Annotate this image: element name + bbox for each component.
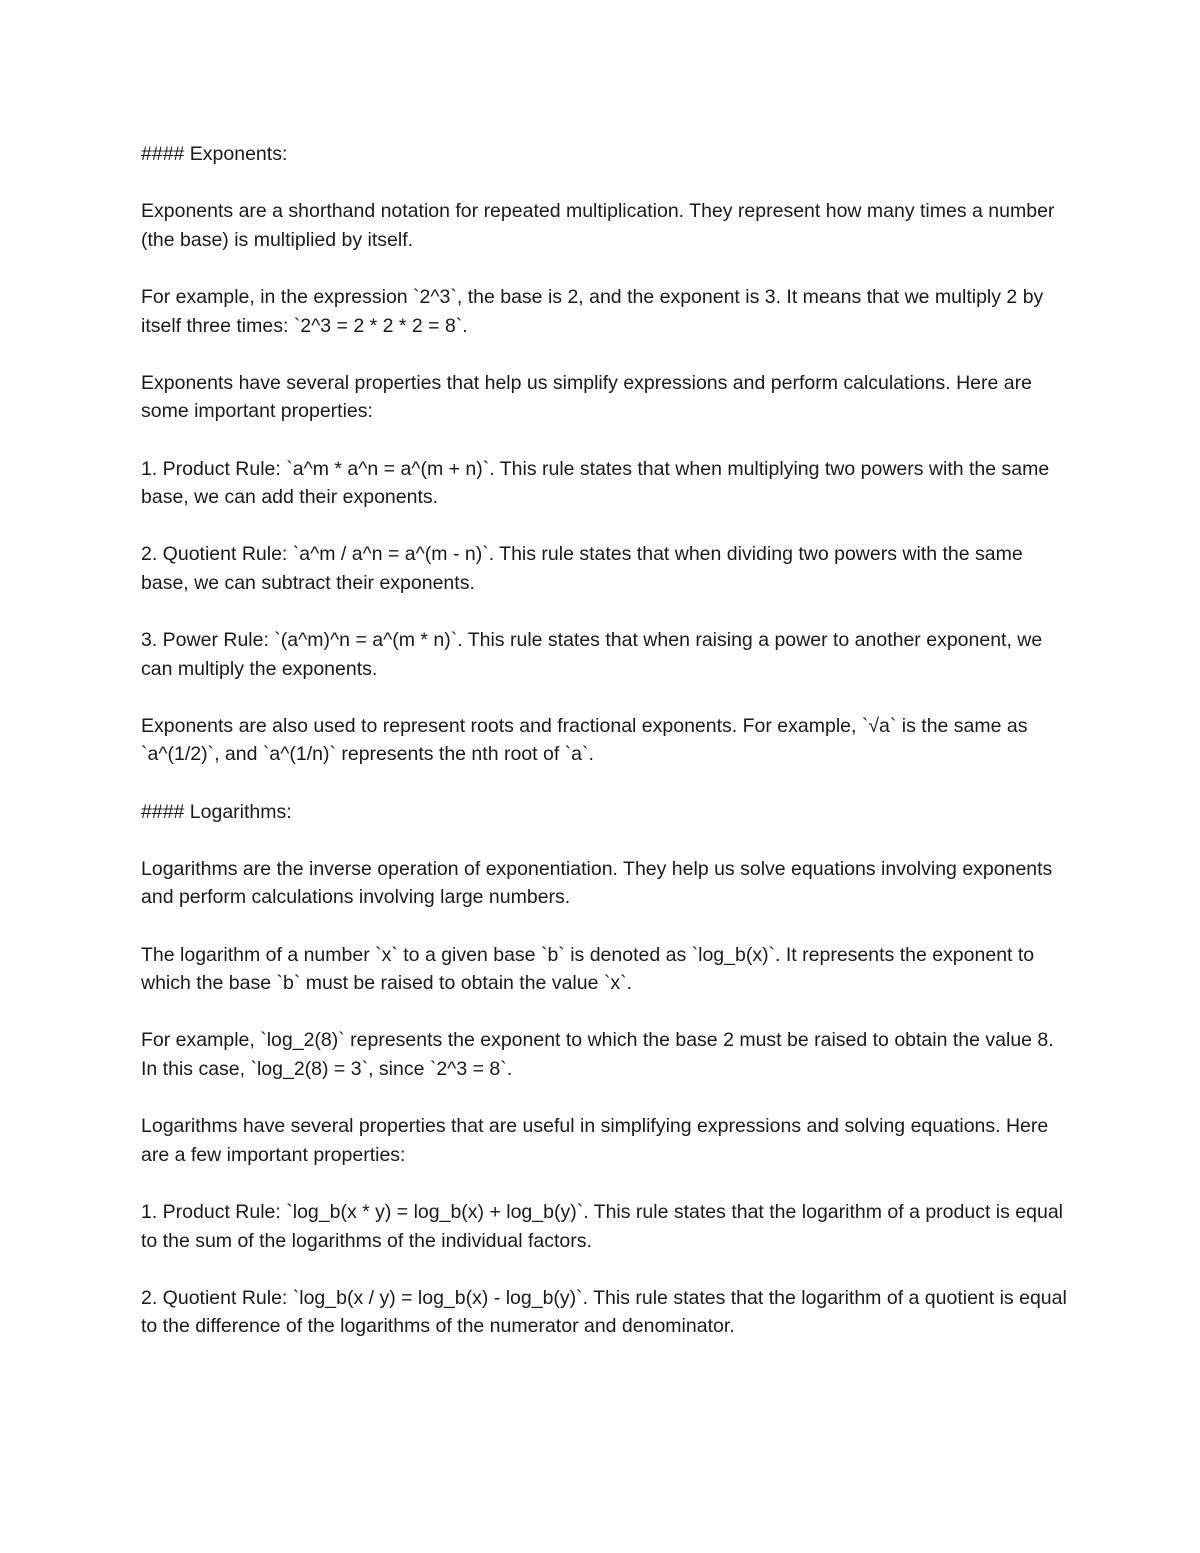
paragraph-exponents-properties-intro: Exponents have several properties that help us simplify expressions and perform calculations. Here are some important properties:	[141, 371, 1038, 423]
heading-logarithms: #### Logarithms:	[141, 800, 292, 823]
paragraph-logarithm-product-rule: 1. Product Rule: `log_b(x * y) = log_b(x) + log_b(y)`. This rule states that the logarithm of a product is equal to the sum of the logarithms of the individual factors.	[141, 1200, 1069, 1252]
paragraph-exponents-example: For example, in the expression `2^3`, the base is 2, and the exponent is 3. It means that we multiply 2 by itself three times: `2^3 = 2 * 2 * 2 = 8`.	[141, 285, 1049, 337]
paragraph-exponents-definition: Exponents are a shorthand notation for repeated multiplication. They represent how many times a number (the base) is multiplied by itself.	[141, 200, 1060, 251]
paragraph-logarithm-quotient-rule: 2. Quotient Rule: `log_b(x / y) = log_b(x) - log_b(y)`. This rule states that the logarithm of a quotient is equal to the difference of the logarithms of the numerator and denominator.	[141, 1286, 1073, 1338]
paragraph-logarithm-example: For example, `log_2(8)` represents the exponent to which the base 2 must be raised to obtain the value 8. In this case, `log_2(8) = 3`, since `2^3 = 8`.	[141, 1029, 1060, 1080]
paragraph-logarithms-definition: Logarithms are the inverse operation of exponentiation. They help us solve equations involving exponents and perform calculations involving large numbers.	[141, 857, 1058, 909]
document-body	[141, 140, 1071, 1341]
heading-exponents: #### Exponents:	[141, 143, 288, 165]
paragraph-exponent-quotient-rule: 2. Quotient Rule: `a^m / a^n = a^(m - n)`. This rule states that when dividing two powers with the same base, we can subtract their exponents.	[141, 543, 1029, 594]
paragraph-logarithm-notation: The logarithm of a number `x` to a given base `b` is denoted as `log_b(x)`. It represents the exponent to which the base `b` must be raised to obtain the value `x`.	[141, 943, 1040, 995]
paragraph-exponent-power-rule: 3. Power Rule: `(a^m)^n = a^(m * n)`. This rule states that when raising a power to another exponent, we can multiply the exponents.	[141, 629, 1048, 680]
paragraph-exponents-roots: Exponents are also used to represent roots and fractional exponents. For example, `√a` is the same as `a^(1/2)`, and `a^(1/n)` represents the nth root of `a`.	[141, 714, 1033, 766]
paragraph-exponent-product-rule: 1. Product Rule: `a^m * a^n = a^(m + n)`. This rule states that when multiplying two powers with the same base, we can add their exponents.	[141, 457, 1055, 509]
paragraph-logarithms-properties-intro: Logarithms have several properties that are useful in simplifying expressions and solving equations. Here are a few important properties:	[141, 1115, 1054, 1166]
